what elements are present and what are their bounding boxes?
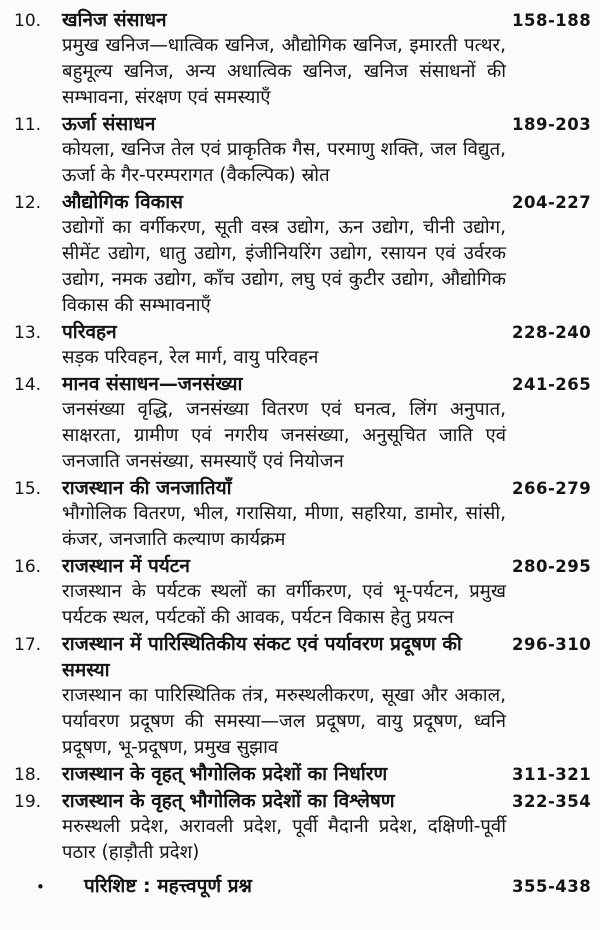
toc-entry — [14, 873, 590, 900]
entry-page-range: 241-265 — [512, 375, 592, 394]
entry-page-range: 266-279 — [512, 479, 592, 498]
entry-page-range: 355-438 — [512, 877, 592, 896]
entry-title: राजस्थान में पर्यटन — [62, 555, 190, 577]
entry-content — [62, 7, 512, 111]
entry-title: मानव संसाधन—जनसंख्या — [62, 373, 243, 395]
entry-number: 13. — [14, 323, 42, 343]
entry-page-range: 280-295 — [512, 557, 592, 576]
entry-number: 14. — [14, 375, 42, 395]
entry-content — [62, 111, 512, 189]
entry-content — [62, 475, 512, 553]
entry-description: कोयला, खनिज तेल एवं प्राकृतिक गैस, परमाणु शक्ति, जल विद्युत, ऊर्जा के गैर-परम्परागत (वैकल्पिक) स्रोत — [62, 139, 506, 186]
entry-page-range: 204-227 — [512, 193, 592, 212]
entry-number: 18. — [14, 765, 42, 785]
entry-content — [62, 371, 512, 475]
entry-content — [62, 319, 512, 371]
entry-title: खनिज संसाधन — [62, 9, 167, 31]
entry-title: राजस्थान के वृहत् भौगोलिक प्रदेशों का निर्धारण — [62, 763, 388, 785]
entry-number: 17. — [14, 635, 42, 655]
toc-entry — [14, 553, 590, 631]
entry-content — [62, 788, 512, 866]
entry-content — [62, 761, 512, 787]
toc-entry — [14, 189, 590, 319]
entry-description: जनसंख्या वृद्धि, जनसंख्या वितरण एवं घनत्व, लिंग अनुपात, साक्षरता, ग्रामीण एवं नगरीय जनसंख्या, अनुसूचित जाति एवं जनजाति जनसंख्या, समस्याएँ एवं नियोजन — [62, 399, 506, 472]
toc-entry — [14, 475, 590, 553]
entry-title: राजस्थान की जनजातियाँ — [62, 477, 232, 499]
entry-number: 15. — [14, 479, 42, 499]
entry-page-range: 228-240 — [512, 323, 592, 342]
entry-title: ऊर्जा संसाधन — [62, 113, 156, 135]
toc-entry — [14, 319, 590, 371]
entry-description: प्रमुख खनिज—धात्विक खनिज, औद्योगिक खनिज, इमारती पत्थर, बहुमूल्य खनिज, अन्य अधात्विक खनिज, खनिज संसाधनों की सम्भावना, संरक्षण एवं समस्याएँ — [62, 35, 506, 108]
entry-content — [62, 189, 512, 319]
entry-number: 11. — [14, 115, 42, 135]
toc-entry — [14, 788, 590, 866]
entry-description: राजस्थान के पर्यटक स्थलों का वर्गीकरण, एवं भू-पर्यटन, प्रमुख पर्यटक स्थल, पर्यटकों की आवक, पर्यटन विकास हेतु प्रयत्न — [62, 581, 506, 628]
entry-description: उद्योगों का वर्गीकरण, सूती वस्त्र उद्योग, ऊन उद्योग, चीनी उद्योग, सीमेंट उद्योग, धातु उद्योग, इंजीनियरिंग उद्योग, रसायन एवं उर्वरक उद्योग, नमक उद्योग, काँच उद्योग, लघु एवं कुटीर उद्योग, औद्योगिक विकास की सम्भावनाएँ — [62, 217, 506, 316]
entry-title: राजस्थान में पारिस्थितिकीय संकट एवं पर्यावरण प्रदूषण की समस्या — [62, 633, 462, 681]
entry-page-range: 158-188 — [512, 11, 592, 30]
entry-title: परिवहन — [62, 321, 117, 343]
toc-entry — [14, 761, 590, 788]
entry-number: 16. — [14, 557, 42, 577]
entry-number: 10. — [14, 11, 42, 31]
entry-number: 12. — [14, 193, 42, 213]
entry-page-range: 189-203 — [512, 115, 592, 134]
entry-description: सड़क परिवहन, रेल मार्ग, वायु परिवहन — [62, 347, 319, 368]
entry-title: औद्योगिक विकास — [62, 191, 183, 213]
entry-content — [62, 553, 512, 631]
entry-number: 19. — [14, 792, 42, 812]
toc-entry — [14, 7, 590, 111]
toc-entry — [14, 631, 590, 761]
entry-title: राजस्थान के वृहत् भौगोलिक प्रदेशों का विश्लेषण — [62, 790, 395, 812]
entry-description: भौगोलिक वितरण, भील, गरासिया, मीणा, सहरिया, डामोर, सांसी, कंजर, जनजाति कल्याण कार्यक्रम — [62, 503, 506, 550]
entry-page-range: 311-321 — [512, 765, 592, 784]
entry-page-range: 296-310 — [512, 635, 592, 654]
toc-entry — [14, 111, 590, 189]
entry-page-range: 322-354 — [512, 792, 592, 811]
entry-description: राजस्थान का पारिस्थितिक तंत्र, मरुस्थलीकरण, सूखा और अकाल, पर्यावरण प्रदूषण की समस्या—जल प्रदूषण, वायु प्रदूषण, ध्वनि प्रदूषण, भू-प्रदूषण, प्रमुख सुझाव — [62, 685, 506, 758]
toc-entry — [14, 371, 590, 475]
entry-description: मरुस्थली प्रदेश, अरावली प्रदेश, पूर्वी मैदानी प्रदेश, दक्षिणी-पूर्वी पठार (हाड़ौती प्रदेश) — [62, 816, 506, 863]
entry-title: परिशिष्ट : महत्त्वपूर्ण प्रश्न — [84, 875, 252, 897]
entry-number: • — [36, 878, 45, 896]
entry-content — [62, 631, 512, 761]
entry-content — [84, 873, 512, 899]
